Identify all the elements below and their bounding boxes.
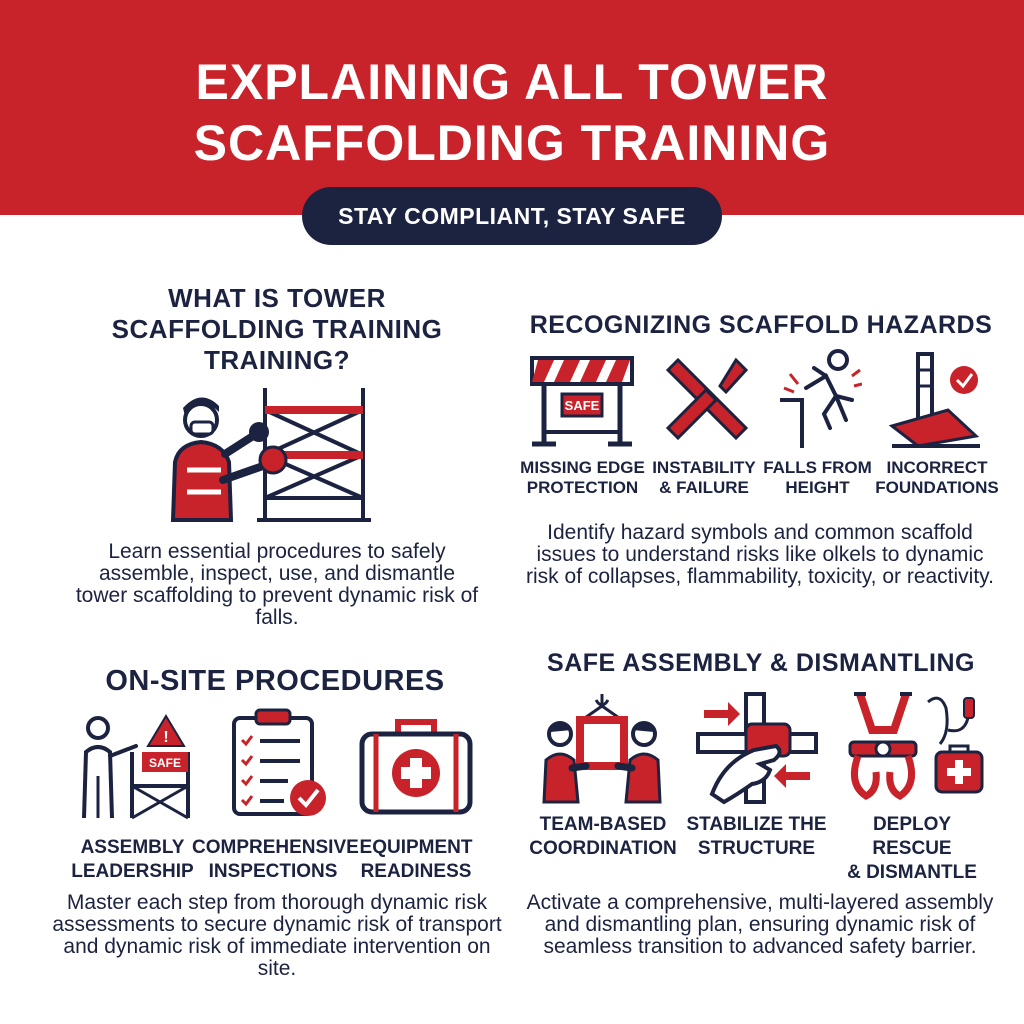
hazard-label-instability: INSTABILITY & FAILURE [652,458,756,497]
page-title-line-2: SCAFFOLDING TRAINING [193,115,831,171]
safe-assembly-title: SAFE ASSEMBLY & DISMANTLING [547,649,975,677]
what-is-title-line-2: SCAFFOLDING TRAINING [111,314,443,344]
broken-cross-icon [660,352,752,444]
barrier-icon [528,352,636,450]
foundation-icon [888,350,984,450]
safe-label-team: TEAM-BASED COORDINATION [529,814,677,859]
onsite-label-assembly: ASSEMBLY LEADERSHIP [71,837,194,882]
page-title [0,52,1024,174]
hazard-label-missing-edge: MISSING EDGE PROTECTION [520,458,645,497]
onsite-label-equipment: EQUIPMENT READINESS [359,837,473,882]
what-is-title [92,283,462,376]
subtitle-badge: STAY COMPLIANT, STAY SAFE [302,187,722,245]
first-aid-kit-icon [358,716,474,816]
what-is-description: Learn essential procedures to safely assemble, inspect, use, and dismantle tower scaffolding to prevent dynamic risk of falls. [75,540,479,629]
onsite-title: ON-SITE PROCEDURES [105,665,445,697]
svg-text:!: ! [163,729,169,746]
page-title-line-1: EXPLAINING ALL TOWER [195,54,829,110]
barrier-sign-text: SAFE [564,398,600,413]
safe-label-stabilize: STABILIZE THE STRUCTURE [686,814,827,859]
safe-label-rescue: DEPLOY RESCUE & DISMANTLE [847,814,977,883]
onsite-description: Master each step from thorough dynamic risk assessments to secure dynamic risk of transport and dynamic risk of immediate intervention on site. [52,891,502,980]
hazards-title: RECOGNIZING SCAFFOLD HAZARDS [529,311,993,339]
falling-person-icon [772,348,862,452]
hazard-label-foundations: INCORRECT FOUNDATIONS [875,458,999,497]
harness-icon [844,690,986,806]
safe-assembly-description: Activate a comprehensive, multi-layered assembly and dismantling plan, ensuring dynamic risk of seamless transition to advanced safety barrier. [526,891,994,958]
clamp-hand-icon [694,690,820,806]
team-lift-icon [540,690,664,806]
worker-scaffold-icon [165,380,385,528]
leader-icon [76,712,194,822]
hazards-description: Identify hazard symbols and common scaffold issues to understand risks like olkels to dynamic risk of collapses, flammability, toxicity, or reactivity. [526,521,994,588]
checklist-icon [228,708,332,820]
hazard-label-falls: FALLS FROM HEIGHT [763,458,872,497]
leader-sign-text: SAFE [148,756,182,770]
what-is-title-line-1: WHAT IS TOWER [168,283,386,313]
what-is-title-line-3: TRAINING? [203,345,351,375]
onsite-label-inspections: COMPREHENSIVE INSPECTIONS [192,837,359,882]
